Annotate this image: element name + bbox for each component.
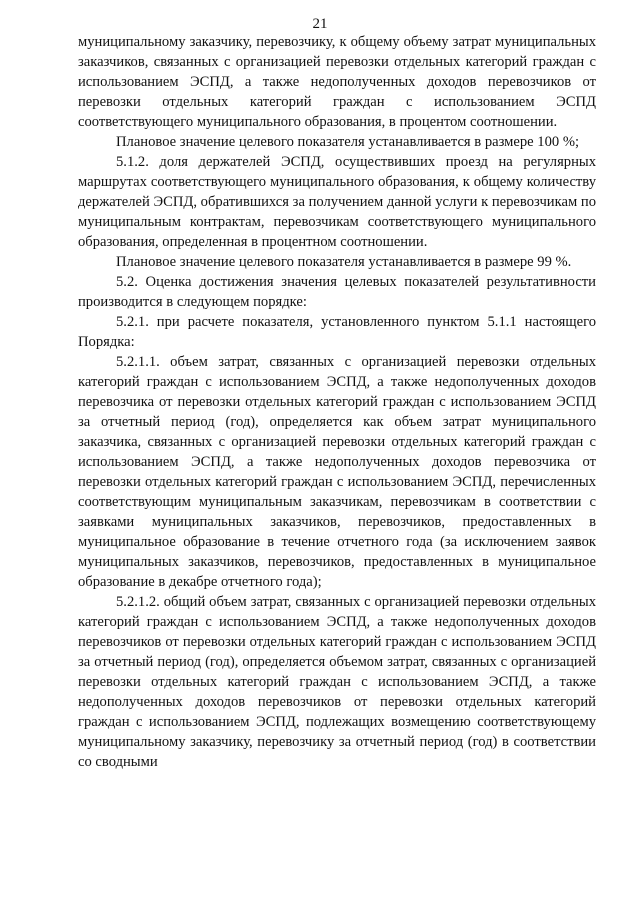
paragraph-target-value-99: Плановое значение целевого показателя устанавливается в размере 99 %. [116, 254, 572, 270]
paragraph-5-2-1-2: 5.2.1.2. общий объем затрат, связанных с организацией перевозки отдельных категорий граждан с использованием ЭСПД, а также недополученных доходов перевозчиков от перевозки отдельных категорий граждан с использованием ЭСПД за отчетный период (год), определяется объемом затрат, связанных с организацией перевозки отдельных категорий граждан с использованием ЭСПД, а также недополученных доходов перевозчиков от перевозки отдельных категорий граждан с использованием ЭСПД, подлежащих возмещению соответствующему муниципальному заказчику, перевозчику за отчетный период (год) в соответствии со сводными [78, 594, 596, 770]
page-number: 21 [312, 16, 328, 32]
paragraph-5-2-1-1: 5.2.1.1. объем затрат, связанных с организацией перевозки отдельных категорий граждан с использованием ЭСПД, а также недополученных доходов перевозчика от перевозки отдельных категорий граждан с использованием ЭСПД за отчетный период (год), определяется как объем затрат муниципального заказчика, связанных с организацией перевозки отдельных категорий граждан с использованием ЭСПД, а также недополученных доходов перевозчика от перевозки отдельных категорий граждан с использованием ЭСПД, перечисленных соответствующим муниципальным заказчикам, перевозчикам в соответствии с заявками муниципальных заказчиков, перевозчиков, предоставленных в муниципальное образование в течение отчетного года (за исключением заявок муниципальных заказчиков, перевозчиков, предоставленных в муниципальное образование в декабре отчетного года); [78, 354, 596, 590]
document-body [78, 32, 596, 772]
paragraph-5-2-1: 5.2.1. при расчете показателя, установленного пунктом 5.1.1 настоящего Порядка: [78, 314, 596, 350]
paragraph-5-2: 5.2. Оценка достижения значения целевых показателей результативности производится в следующем порядке: [78, 274, 596, 310]
paragraph-continuation: муниципальному заказчику, перевозчику, к общему объему затрат муниципальных заказчиков, связанных с организацией перевозки отдельных категорий граждан с использованием ЭСПД, а также недополученных доходов перевозчиков от перевозки отдельных категорий граждан с использованием ЭСПД соответствующего муниципального образования, в процентом соотношении. [78, 34, 596, 130]
paragraph-5-1-2: 5.1.2. доля держателей ЭСПД, осуществивших проезд на регулярных маршрутах соответствующего муниципального образования, к общему количеству держателей ЭСПД, обратившихся за получением данной услуги к перевозчикам по муниципальным контрактам, перевозчикам соответствующего муниципального образования, определенная в процентном соотношении. [78, 154, 596, 250]
paragraph-target-value-100: Плановое значение целевого показателя устанавливается в размере 100 %; [116, 134, 580, 150]
